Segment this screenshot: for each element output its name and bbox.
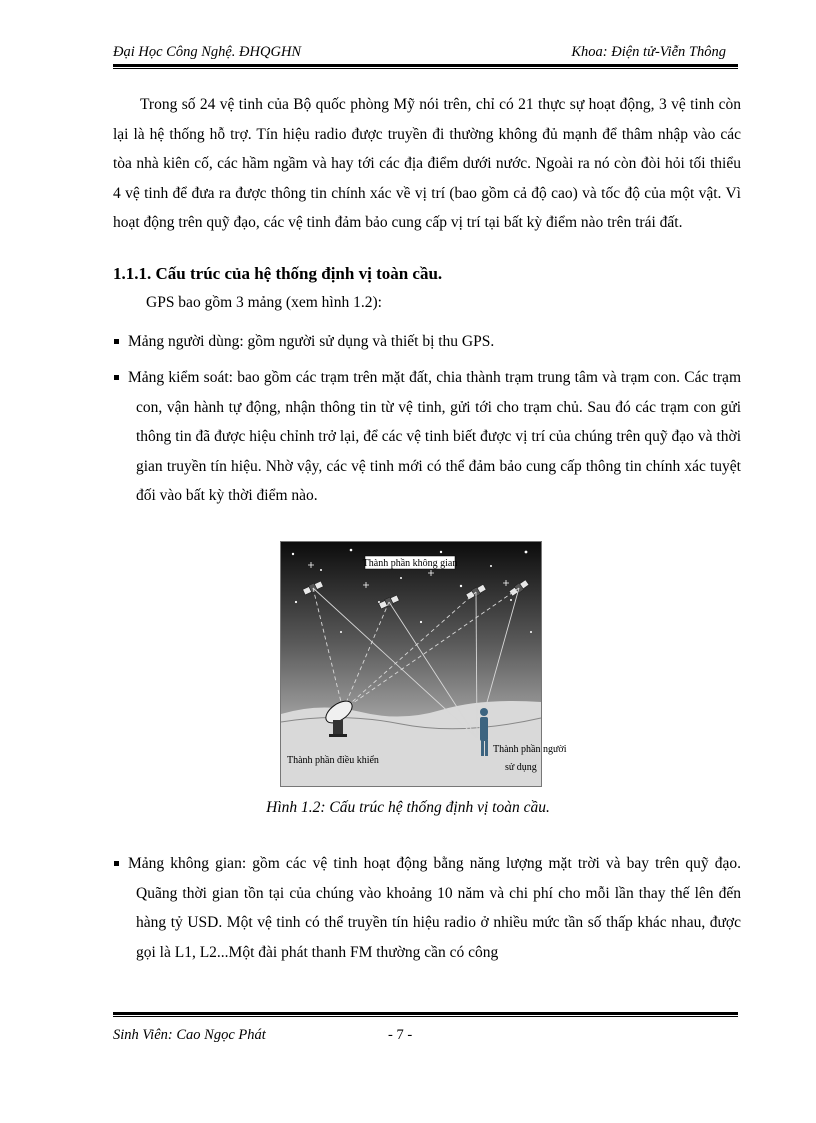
bullet-text: Mảng không gian: gồm các vệ tinh hoạt động bằng năng lượng mặt trời và bay trên quỹ đạo. Quãng thời gian tồn tại của chúng vào khoảng 10 năm và chi phí cho mỗi lần thay thế lên đến hàng tỷ USD. Một vệ tinh có thể truyền tín hiệu radio ở nhiều mức tần số thấp khác nhau, được gọi là L1, L2...Một đài phát thanh FM thường cần có công (128, 855, 741, 961)
bullet-icon (114, 339, 119, 344)
header-university: Đại Học Công Nghệ. ĐHQGHN (113, 44, 302, 60)
figure-caption: Hình 1.2: Cấu trúc hệ thống định vị toàn cầu. (266, 799, 550, 816)
gps-structure-figure (280, 541, 567, 787)
label-space-segment: Thành phần không gian (362, 558, 458, 569)
header-faculty: Khoa: Điện tử-Viễn Thông (571, 44, 726, 60)
bullet-user-segment (128, 327, 741, 357)
bullet-icon (114, 375, 119, 380)
label-user-segment-1: Thành phần người (493, 744, 567, 755)
section-heading: 1.1.1. Cấu trúc của hệ thống định vị toàn cầu. (113, 264, 443, 283)
header-rule (113, 64, 738, 69)
label-control-segment: Thành phần điều khiển (287, 755, 379, 766)
bullet-text: Mảng kiểm soát: bao gồm các trạm trên mặt đất, chia thành trạm trung tâm và trạm con. Các trạm con, vận hành tự động, nhận thông tin từ vệ tinh, gửi tới cho trạm chủ. Sau đó các trạm con gửi thông tin đã được hiệu chỉnh trở lại, để các vệ tinh biết được vị trí của chúng trên quỹ đạo và thời gian truyền tín hiệu. Nhờ vậy, các vệ tinh mới có thể đảm bảo cung cấp thông tin chính xác tuyệt đối vào bất kỳ thời điểm nào. (128, 369, 741, 504)
bullet-control-segment (128, 363, 741, 511)
footer-rule (113, 1012, 738, 1017)
footer-student: Sinh Viên: Cao Ngọc Phát (113, 1027, 266, 1043)
section-intro: GPS bao gồm 3 mảng (xem hình 1.2): (146, 294, 382, 311)
page-number: - 7 - (388, 1027, 413, 1043)
paragraph-satellites: Trong số 24 vệ tinh của Bộ quốc phòng Mỹ nói trên, chỉ có 21 thực sự hoạt động, 3 vệ tinh còn lại là hệ thống hỗ trợ. Tín hiệu radio được truyền đi thường không đủ mạnh để thâm nhập vào các tòa nhà kiên cố, các hầm ngầm và hay tới các địa điểm dưới nước. Ngoài ra nó còn đòi hỏi tối thiểu 4 vệ tinh để đưa ra được thông tin chính xác về vị trí (bao gồm cả độ cao) và tốc độ của một vật. Vì hoạt động trên quỹ đạo, các vệ tinh đảm bảo cung cấp vị trí tại bất kỳ điểm nào trên trái đất. (113, 96, 741, 231)
bullet-icon (114, 861, 119, 866)
bullet-space-segment (128, 849, 741, 967)
bullet-text: Mảng người dùng: gồm người sử dụng và thiết bị thu GPS. (128, 333, 495, 350)
label-user-segment-2: sử dụng (505, 762, 537, 773)
